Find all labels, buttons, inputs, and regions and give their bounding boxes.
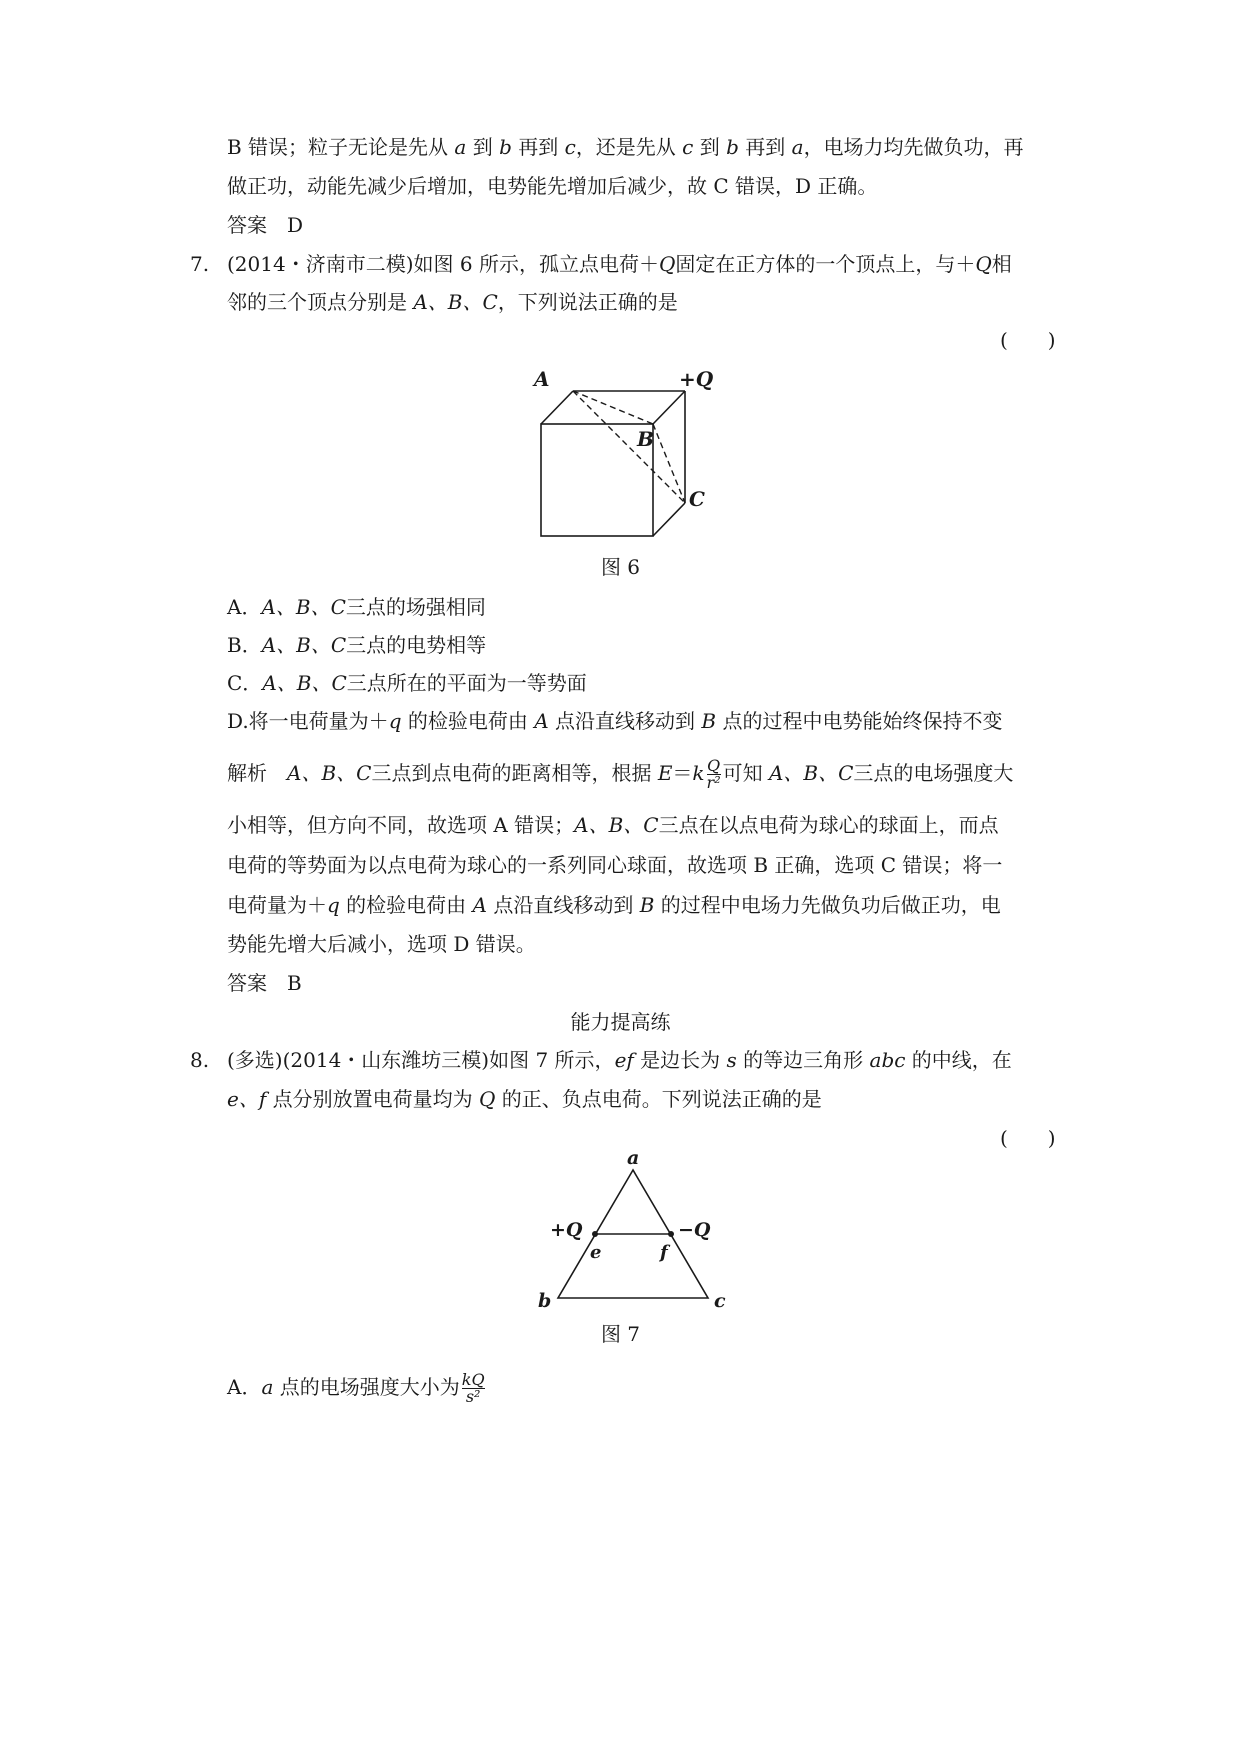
label-f: f — [660, 1242, 668, 1263]
question-8-stem-1: (多选)(2014・山东潍坊三模)如图 7 所示，ef 是边长为 s 的等边三角形 abc 的中线，在 — [227, 1048, 1012, 1072]
question-8-answer-blank: ( ) — [1000, 1126, 1056, 1150]
question-7-answer-blank: ( ) — [1000, 328, 1056, 352]
answer-7: 答案 B — [227, 971, 302, 995]
label-e: e — [590, 1242, 602, 1263]
figure-6-caption: 图 6 — [600, 555, 641, 579]
question-8-stem-2: e、f 点分别放置电荷量均为 Q 的正、负点电荷。下列说法正确的是 — [227, 1087, 822, 1111]
q7-option-B: B．A、B、C三点的电势相等 — [227, 633, 487, 657]
q7-option-D: D.将一电荷量为＋q 的检验电荷由 A 点沿直线移动到 B 点的过程中电势能始终保持不变 — [227, 709, 1003, 733]
q8-option-A: A．a 点的电场强度大小为 $\frac{kQ}{\text{s²}}$ — [227, 1370, 485, 1406]
question-7-stem-2: 邻的三个顶点分别是 A、B、C，下列说法正确的是 — [227, 290, 678, 314]
continuation-line-2: 做正功，动能先减少后增加，电势能先增加后减少，故 C 错误，D 正确。 — [227, 174, 878, 198]
label-b: b — [538, 1290, 552, 1312]
label-minus-Q: −Q — [678, 1219, 711, 1241]
figure-7-triangle — [530, 1150, 760, 1325]
q7-analysis-line-4: 电荷量为＋q 的检验电荷由 A 点沿直线移动到 B 的过程中电场力先做负功后做正功，电 — [227, 893, 1001, 917]
label-A: A — [534, 367, 550, 391]
section-title: 能力提高练 — [570, 1010, 671, 1034]
question-7-stem-1: (2014・济南市二模)如图 6 所示，孤立点电荷＋Q固定在正方体的一个顶点上，与＋Q相 — [227, 252, 1012, 276]
option-a-fraction: $\frac{kQ}{\text{s²}}$ — [461, 1370, 485, 1406]
question-8-number: 8. — [190, 1048, 210, 1072]
label-B: B — [637, 427, 654, 451]
figure-7-caption: 图 7 — [600, 1322, 641, 1346]
answer-6: 答案 D — [227, 213, 304, 237]
q7-analysis-line-5: 势能先增大后减小，选项 D 错误。 — [227, 932, 536, 956]
coulomb-fraction: $\frac{Q}{\text{r²}}$ — [706, 756, 721, 792]
q7-analysis-line-3: 电荷的等势面为以点电荷为球心的一系列同心球面，故选项 B 正确，选项 C 错误；将一 — [227, 853, 1003, 877]
label-plus-Q: +Q — [550, 1219, 583, 1241]
q7-option-A: A．A、B、C三点的场强相同 — [227, 595, 486, 619]
figure-6-cube — [530, 360, 750, 560]
label-C: C — [689, 487, 705, 511]
continuation-line-1: B 错误；粒子无论是先从 a 到 b 再到 c，还是先从 c 到 b 再到 a，电场力均先做负功，再 — [227, 135, 1024, 159]
q7-analysis-line-2: 小相等，但方向不同，故选项 A 错误；A、B、C三点在以点电荷为球心的球面上，而点 — [227, 813, 999, 837]
point-e — [592, 1231, 598, 1237]
label-a: a — [627, 1150, 640, 1169]
point-f — [668, 1231, 674, 1237]
label-c: c — [714, 1290, 726, 1312]
question-7-number: 7. — [190, 252, 210, 276]
q7-option-C: C．A、B、C三点所在的平面为一等势面 — [227, 671, 587, 695]
q7-analysis-line-1: 解析 A、B、C三点到点电荷的距离相等，根据 E＝k $\frac{Q}{\text{r²}}$ 可知 A、B、C三点的电场强度大 — [227, 756, 1014, 792]
label-plus-Q: +Q — [679, 367, 714, 391]
